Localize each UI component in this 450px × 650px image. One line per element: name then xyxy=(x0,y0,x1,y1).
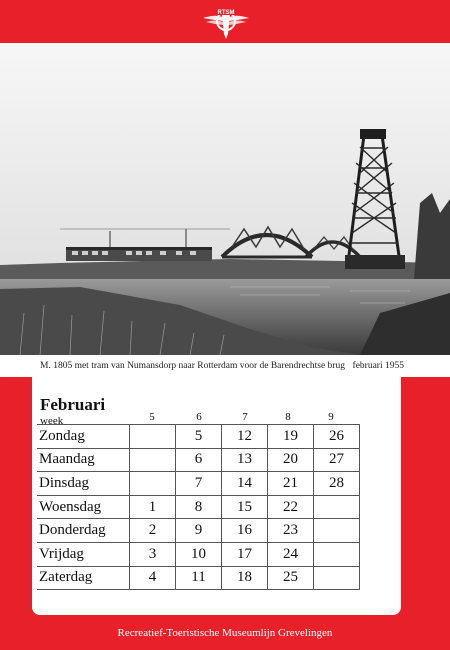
date-cell: 1 xyxy=(130,495,176,519)
day-name: Maandag xyxy=(37,448,130,472)
date-cell: 24 xyxy=(268,542,314,566)
date-cell: 22 xyxy=(268,495,314,519)
date-cell: 27 xyxy=(314,448,360,472)
day-name: Dinsdag xyxy=(37,472,130,496)
photo-date: februari 1955 xyxy=(352,361,404,371)
week-number: 7 xyxy=(242,411,248,423)
calendar-row xyxy=(37,495,360,519)
date-cell: 19 xyxy=(268,425,314,449)
date-cell: 18 xyxy=(222,566,268,590)
photo-caption-strip xyxy=(0,355,450,377)
rtsm-logo xyxy=(201,4,251,42)
calendar-row xyxy=(37,448,360,472)
day-name: Zondag xyxy=(37,425,130,449)
week-number: 6 xyxy=(196,411,202,423)
date-cell: 23 xyxy=(268,519,314,543)
date-cell: 28 xyxy=(314,472,360,496)
calendar-row xyxy=(37,472,360,496)
date-cell xyxy=(130,425,176,449)
calendar-card xyxy=(32,377,401,615)
calendar-row xyxy=(37,425,360,449)
date-cell xyxy=(130,472,176,496)
date-cell: 9 xyxy=(176,519,222,543)
date-cell xyxy=(314,566,360,590)
calendar-row xyxy=(37,519,360,543)
date-cell: 2 xyxy=(130,519,176,543)
footer-organisation: Recreatief-Toeristische Museumlijn Grevelingen xyxy=(117,627,333,639)
week-label: week xyxy=(40,415,64,427)
date-cell xyxy=(314,542,360,566)
week-number: 5 xyxy=(149,411,155,423)
day-name: Donderdag xyxy=(37,519,130,543)
week-number: 8 xyxy=(285,411,291,423)
date-cell: 8 xyxy=(176,495,222,519)
day-name: Vrijdag xyxy=(37,542,130,566)
date-cell: 14 xyxy=(222,472,268,496)
day-name: Woensdag xyxy=(37,495,130,519)
calendar-row xyxy=(37,566,360,590)
date-cell xyxy=(314,519,360,543)
date-cell: 4 xyxy=(130,566,176,590)
date-cell: 12 xyxy=(222,425,268,449)
date-cell: 10 xyxy=(176,542,222,566)
date-cell: 17 xyxy=(222,542,268,566)
photo-caption: M. 1805 met tram van Numansdorp naar Rotterdam voor de Barendrechtse brug xyxy=(40,361,345,371)
date-cell: 25 xyxy=(268,566,314,590)
week-number: 9 xyxy=(328,411,334,423)
date-cell xyxy=(314,495,360,519)
date-cell: 7 xyxy=(176,472,222,496)
month-title: Februari xyxy=(40,395,106,414)
date-cell: 6 xyxy=(176,448,222,472)
date-cell: 16 xyxy=(222,519,268,543)
date-cell: 13 xyxy=(222,448,268,472)
date-cell: 5 xyxy=(176,425,222,449)
date-cell: 15 xyxy=(222,495,268,519)
calendar-grid xyxy=(37,424,360,590)
date-cell: 21 xyxy=(268,472,314,496)
date-cell: 20 xyxy=(268,448,314,472)
calendar-row xyxy=(37,542,360,566)
historic-tram-photo xyxy=(0,43,450,355)
date-cell: 26 xyxy=(314,425,360,449)
date-cell: 11 xyxy=(176,566,222,590)
day-name: Zaterdag xyxy=(37,566,130,590)
date-cell: 3 xyxy=(130,542,176,566)
date-cell xyxy=(130,448,176,472)
logo-text: RTSM xyxy=(217,10,235,16)
